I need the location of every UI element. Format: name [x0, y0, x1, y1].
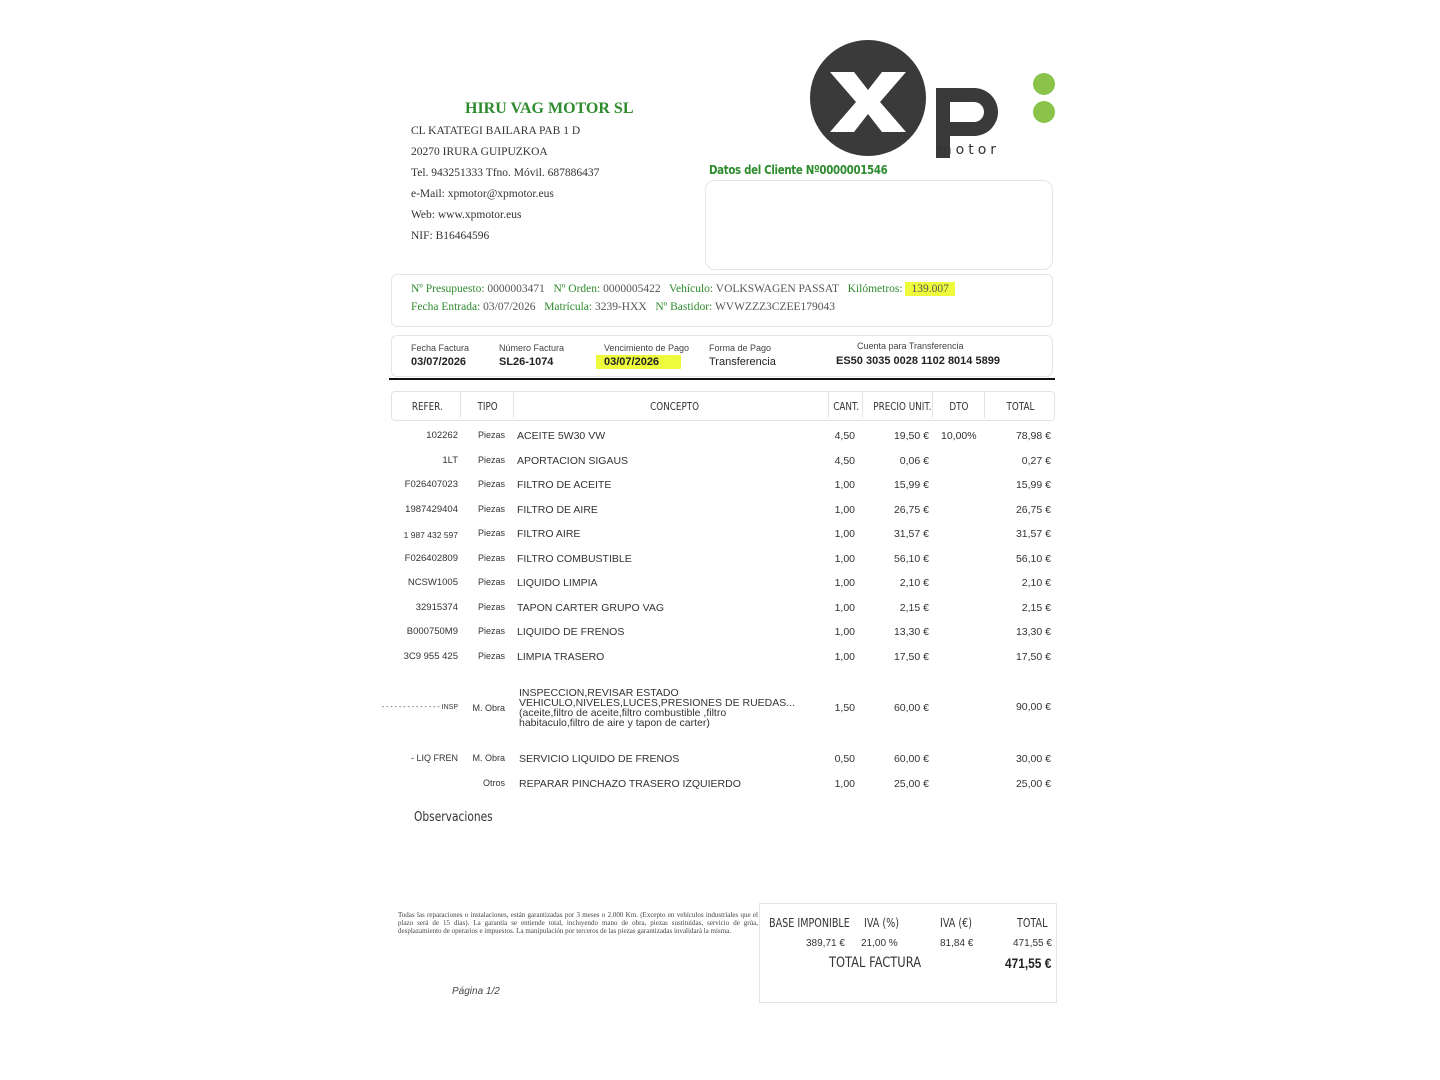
row-ref: 32915374 — [415, 602, 458, 613]
row-cant: 0,50 — [834, 753, 855, 765]
row-total: 15,99 € — [1015, 479, 1051, 491]
orden-label: Nº Orden: — [553, 283, 601, 295]
row-concepto-line1: INSPECCION,REVISAR ESTADO — [519, 687, 679, 699]
row-precio: 2,10 € — [899, 577, 929, 589]
col-divider — [513, 392, 514, 418]
row-ref: NCSW1005 — [407, 577, 458, 588]
row-cant: 1,00 — [834, 553, 855, 565]
row-ref: B000750M9 — [406, 626, 458, 637]
total-factura-label: TOTAL FACTURA — [829, 955, 922, 971]
presupuesto-value: 0000003471 — [487, 283, 545, 295]
row-tipo: Piezas — [477, 528, 505, 538]
client-header: Datos del Cliente Nº0000001546 — [709, 162, 888, 177]
row-total: 17,50 € — [1015, 651, 1051, 663]
bastidor-label: Nº Bastidor: — [655, 301, 713, 313]
row-precio: 31,57 € — [893, 528, 929, 540]
vencimiento-value: 03/07/2026 — [596, 355, 681, 369]
company-name: HIRU VAG MOTOR SL — [465, 100, 634, 117]
divider — [389, 378, 1055, 380]
row-total: 25,00 € — [1015, 778, 1051, 790]
fecha-factura-value: 03/07/2026 — [411, 356, 467, 368]
col-header-total: TOTAL — [1006, 400, 1035, 413]
row-total: 78,98 € — [1015, 430, 1051, 442]
matricula-value: 3239-HXX — [594, 301, 647, 313]
row-cant: 1,00 — [834, 577, 855, 589]
base-imponible-label: BASE IMPONIBLE — [769, 916, 850, 930]
row-concepto: SERVICIO LIQUIDO DE FRENOS — [519, 753, 680, 765]
row-concepto: LIQUIDO LIMPIA — [517, 577, 598, 589]
row-cant: 1,00 — [834, 528, 855, 540]
row-tipo: M. Obra — [472, 703, 505, 713]
row-concepto: FILTRO DE ACEITE — [517, 479, 612, 491]
row-precio: 60,00 € — [893, 753, 929, 765]
total-factura-value: 471,55 € — [1005, 955, 1052, 971]
fecha-entrada-label: Fecha Entrada: — [411, 301, 481, 313]
numero-factura-label: Número Factura — [499, 343, 565, 353]
row-tipo: Piezas — [477, 602, 505, 612]
company-address-line1: CL KATATEGI BAILARA PAB 1 D — [411, 125, 581, 137]
row-concepto: FILTRO AIRE — [517, 528, 581, 540]
row-concepto: REPARAR PINCHAZO TRASERO IZQUIERDO — [519, 778, 741, 790]
numero-factura-value: SL26-1074 — [499, 356, 554, 368]
info-line-1 — [411, 283, 955, 295]
row-total: 2,15 € — [1021, 602, 1051, 614]
table-row — [0, 778, 1440, 798]
row-cant: 1,00 — [834, 602, 855, 614]
row-ref: 1 987 432 597 — [403, 530, 458, 540]
row-tipo: Otros — [482, 778, 505, 788]
company-nif: NIF: B16464596 — [411, 230, 490, 242]
total-label: TOTAL — [1017, 916, 1048, 930]
iva-pct-label: IVA (%) — [864, 916, 900, 930]
row-precio: 13,30 € — [893, 626, 929, 638]
iva-pct-value: 21,00 % — [861, 938, 898, 949]
km-label: Kilómetros: — [847, 283, 903, 295]
table-row — [0, 528, 1440, 548]
col-header-tipo: TIPO — [477, 400, 498, 413]
iva-label: IVA (€) — [940, 916, 973, 930]
row-concepto: LIQUIDO DE FRENOS — [517, 626, 625, 638]
row-concepto-line3: (aceite,filtro de aceite,filtro combustible ,filtro — [519, 707, 727, 719]
forma-pago-value: Transferencia — [709, 356, 776, 368]
company-address-line2: 20270 IRURA GUIPUZKOA — [411, 146, 548, 158]
row-tipo: Piezas — [477, 479, 505, 489]
row-concepto: TAPON CARTER GRUPO VAG — [517, 602, 665, 614]
col-header-concepto: CONCEPTO — [650, 400, 700, 413]
row-cant: 4,50 — [834, 455, 855, 467]
base-imponible-value: 389,71 € — [806, 938, 845, 949]
row-total: 30,00 € — [1015, 753, 1051, 765]
row-ref: F026402809 — [404, 553, 458, 564]
row-tipo: Piezas — [477, 553, 505, 563]
bastidor-value: WVWZZZ3CZEE179043 — [714, 301, 836, 313]
row-precio: 19,50 € — [893, 430, 929, 442]
row-ref: 1LT — [442, 455, 458, 466]
orden-value: 0000005422 — [603, 283, 661, 295]
table-row — [0, 753, 1440, 773]
row-total: 26,75 € — [1015, 504, 1051, 516]
col-divider — [984, 392, 985, 418]
col-header-dto: DTO — [949, 400, 969, 413]
fecha-factura-label: Fecha Factura — [411, 343, 470, 353]
row-precio: 26,75 € — [893, 504, 929, 516]
row-total: 2,10 € — [1021, 577, 1051, 589]
col-header-ref: REFER. — [411, 400, 443, 413]
row-precio: 0,06 € — [899, 455, 929, 467]
table-row — [0, 651, 1440, 671]
col-divider — [460, 392, 461, 418]
row-tipo: Piezas — [477, 455, 505, 465]
row-ref: 102262 — [426, 430, 458, 441]
row-concepto: ACEITE 5W30 VW — [517, 430, 606, 442]
logo-text: motor — [938, 142, 1001, 158]
row-tipo: Piezas — [477, 651, 505, 661]
row-ref: 1987429404 — [405, 504, 458, 515]
row-cant: 4,50 — [834, 430, 855, 442]
col-divider — [862, 392, 863, 418]
table-row — [0, 553, 1440, 573]
row-tipo: M. Obra — [472, 753, 505, 763]
row-concepto: FILTRO DE AIRE — [517, 504, 598, 516]
row-precio: 17,50 € — [893, 651, 929, 663]
row-ref: F026407023 — [404, 479, 458, 490]
row-cant: 1,00 — [834, 651, 855, 663]
info-line-2 — [411, 301, 835, 313]
total-value: 471,55 € — [1013, 938, 1052, 949]
company-phone: Tel. 943251333 Tfno. Móvil. 687886437 — [411, 167, 600, 179]
cuenta-value: ES50 3035 0028 1102 8014 5899 — [836, 355, 1000, 367]
row-precio: 25,00 € — [893, 778, 929, 790]
table-row — [0, 455, 1440, 475]
observaciones-title: Observaciones — [414, 810, 493, 825]
table-row — [0, 504, 1440, 524]
company-email: e-Mail: xpmotor@xpmotor.eus — [411, 188, 554, 200]
table-row — [0, 430, 1440, 450]
row-total: 56,10 € — [1015, 553, 1051, 565]
warranty-text: Todas las reparaciones o instalaciones, están garantizadas por 3 meses o 2.000 Km. (Excepto en vehículos industriales que el plazo será de 15 días). La garantía se entiende total, incluyendo mano de obra, piezas sustituidas, servicio de grúa, desplazamiento de operarios e impuestos. La manipulación por terceros de las piezas garantizadas invalidará la misma. — [398, 911, 758, 935]
row-cant: 1,00 — [834, 479, 855, 491]
fecha-entrada-value: 03/07/2026 — [483, 301, 536, 313]
row-concepto: FILTRO COMBUSTIBLE — [517, 553, 632, 565]
row-cant: 1,00 — [834, 504, 855, 516]
col-divider — [828, 392, 829, 418]
row-precio: 56,10 € — [893, 553, 929, 565]
cuenta-label: Cuenta para Transferencia — [857, 341, 964, 351]
row-tipo: Piezas — [477, 577, 505, 587]
page-number: Página 1/2 — [452, 986, 500, 997]
row-precio: 60,00 € — [893, 702, 929, 714]
company-web: Web: www.xpmotor.eus — [411, 209, 522, 221]
vehiculo-label: Vehículo: — [669, 283, 714, 295]
row-tipo: Piezas — [477, 504, 505, 514]
row-cant: 1,00 — [834, 626, 855, 638]
table-row — [0, 688, 1440, 732]
xp-motor-logo — [808, 38, 1058, 162]
row-ref: 3C9 955 425 — [403, 651, 458, 662]
client-box — [705, 180, 1053, 270]
row-concepto-line4: habitaculo,filtro de aire y tapon de carter) — [519, 717, 710, 729]
forma-pago-label: Forma de Pago — [709, 343, 772, 353]
table-row — [0, 602, 1440, 622]
row-concepto-line2: VEHICULO,NIVELES,LUCES,PRESIONES DE RUEDAS... — [519, 697, 795, 709]
row-cant: 1,00 — [834, 778, 855, 790]
km-value: 139.007 — [905, 282, 954, 296]
row-tipo: Piezas — [477, 626, 505, 636]
row-precio: 2,15 € — [899, 602, 929, 614]
row-total: 13,30 € — [1015, 626, 1051, 638]
row-tipo: Piezas — [477, 430, 505, 440]
row-total: 0,27 € — [1021, 455, 1051, 467]
row-concepto: LIMPIA TRASERO — [517, 651, 605, 663]
col-header-precio: PRECIO UNIT. — [873, 400, 932, 413]
row-concepto: APORTACION SIGAUS — [517, 455, 629, 467]
row-precio: 15,99 € — [893, 479, 929, 491]
iva-value: 81,84 € — [940, 938, 974, 949]
row-ref: - LIQ FREN — [410, 753, 458, 763]
row-total: 90,00 € — [1015, 701, 1051, 713]
matricula-label: Matrícula: — [544, 301, 593, 313]
vencimiento-label: Vencimiento de Pago — [604, 343, 690, 353]
row-total: 31,57 € — [1015, 528, 1051, 540]
row-ref: - - - - - - - - - - - - - - INSP — [381, 704, 458, 711]
vehiculo-value: VOLKSWAGEN PASSAT — [715, 283, 839, 295]
col-divider — [932, 392, 933, 418]
presupuesto-label: Nº Presupuesto: — [411, 283, 485, 295]
row-dto: 10,00% — [941, 430, 977, 442]
table-row — [0, 577, 1440, 597]
row-cant: 1,50 — [834, 702, 855, 714]
table-row — [0, 626, 1440, 646]
col-header-cant: CANT. — [833, 400, 860, 413]
table-row — [0, 479, 1440, 499]
